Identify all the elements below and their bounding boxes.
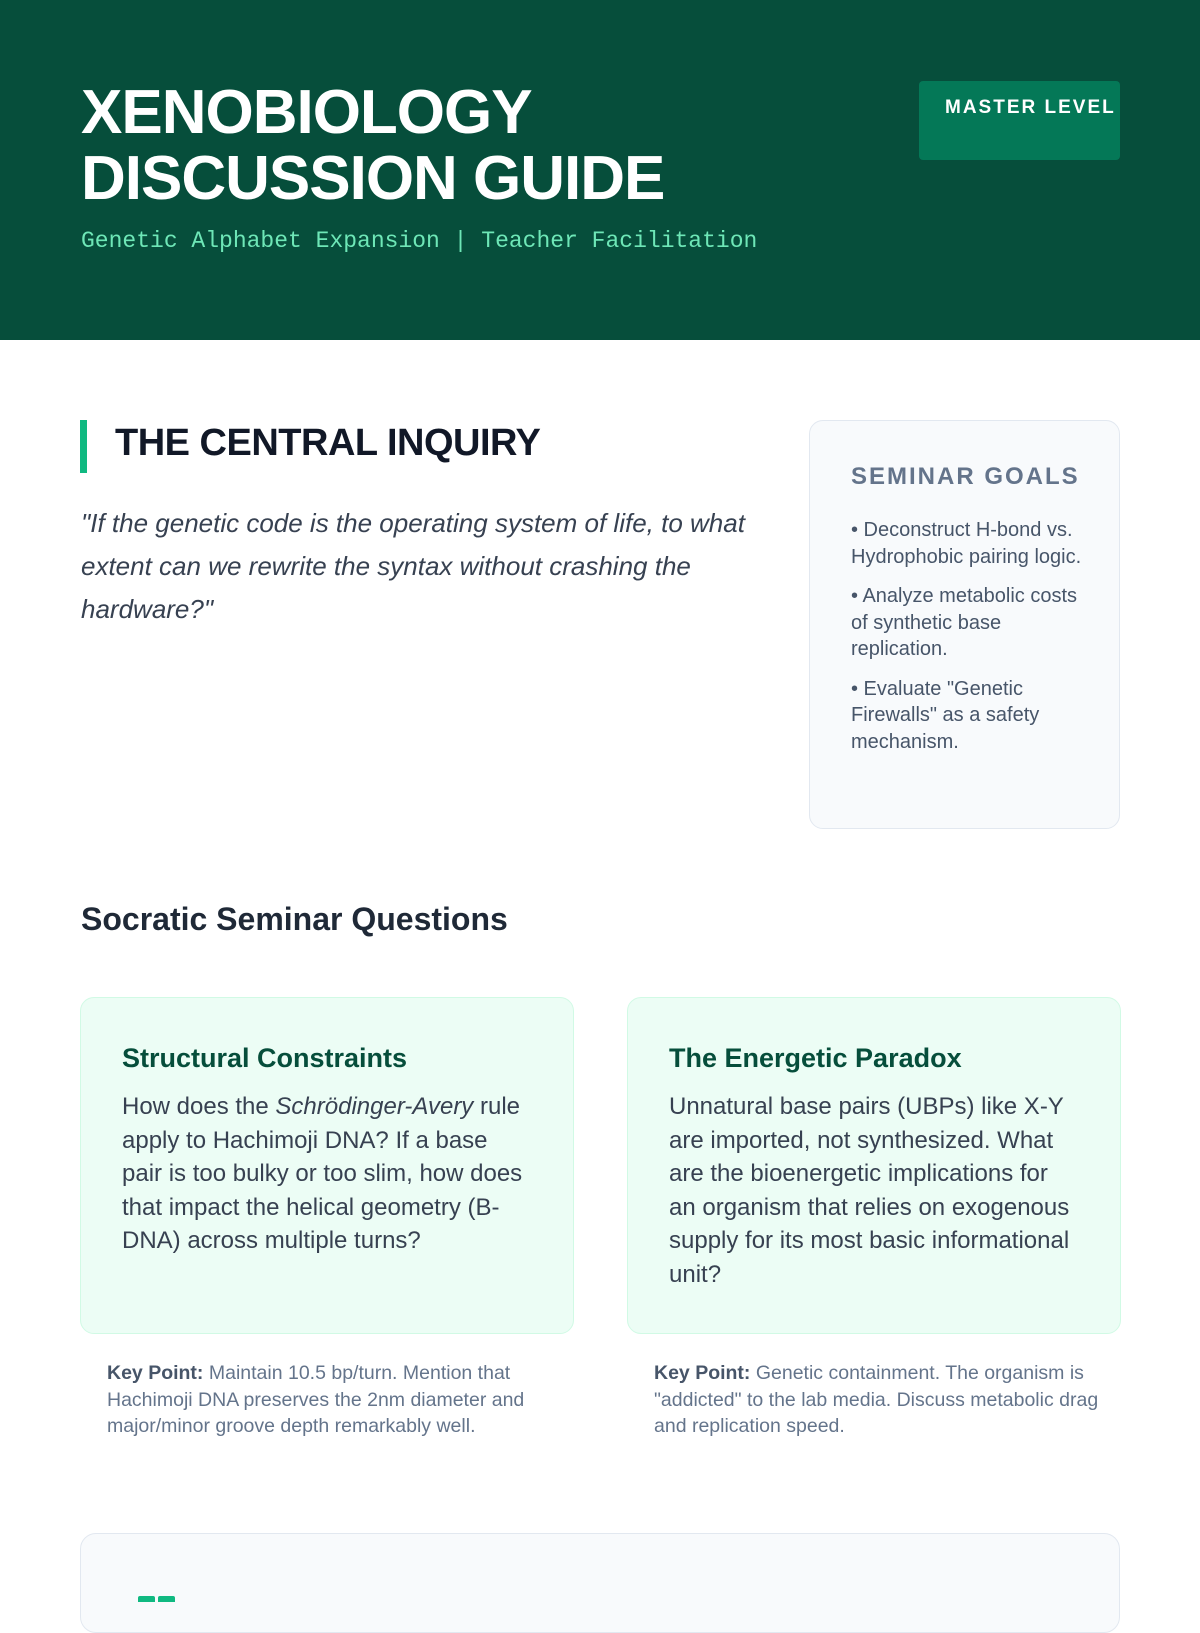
question-card-energetic	[627, 997, 1121, 1334]
page-subtitle: Genetic Alphabet Expansion | Teacher Facilitation	[81, 228, 758, 254]
key-point-label: Key Point:	[107, 1362, 204, 1384]
goal-item: • Evaluate "Genetic Firewalls" as a safety mechanism.	[851, 677, 1040, 753]
goal-item: • Deconstruct H-bond vs. Hydrophobic pairing logic.	[851, 519, 1082, 568]
question-card-title: Structural Constraints	[122, 1043, 408, 1073]
key-point-label: Key Point:	[654, 1362, 751, 1384]
level-badge: MASTER LEVEL	[919, 81, 1120, 160]
inquiry-quote: "If the genetic code is the operating system of life, to what extent can we rewrite the syntax without crashing the hardware?"	[81, 508, 745, 624]
goal-item: • Analyze metabolic costs of synthetic base replication.	[851, 585, 1077, 660]
goals-title: SEMINAR GOALS	[851, 463, 1080, 490]
seminar-section-title: Socratic Seminar Questions	[81, 901, 508, 937]
seminar-goals-card	[809, 420, 1120, 829]
inquiry-title: THE CENTRAL INQUIRY	[115, 422, 541, 464]
key-point-note: Key Point: Genetic containment. The organism is "addicted" to the lab media. Discuss metabolic drag and replication speed.	[654, 1362, 1099, 1437]
question-text: How does the Schrödinger-Avery rule apply to Hachimoji DNA? If a base pair is too bulky or too slim, how does that impact the helical geometry (B-DNA) across multiple turns?	[122, 1093, 523, 1254]
page-header	[0, 0, 1200, 340]
grid-icon	[138, 1596, 178, 1606]
page-title: XENOBIOLOGY DISCUSSION GUIDE	[81, 78, 665, 213]
key-point-note: Key Point: Maintain 10.5 bp/turn. Mention that Hachimoji DNA preserves the 2nm diameter and major/minor groove depth remarkably well.	[107, 1362, 525, 1437]
question-card-title: The Energetic Paradox	[669, 1043, 962, 1073]
inquiry-accent-bar	[80, 420, 87, 473]
bottom-section-card	[80, 1533, 1120, 1633]
question-card-structural	[80, 997, 574, 1334]
question-text: Unnatural base pairs (UBPs) like X-Y are imported, not synthesized. What are the bioenergetic implications for an organism that relies on exogenous supply for its most basic informational unit?	[669, 1093, 1070, 1288]
